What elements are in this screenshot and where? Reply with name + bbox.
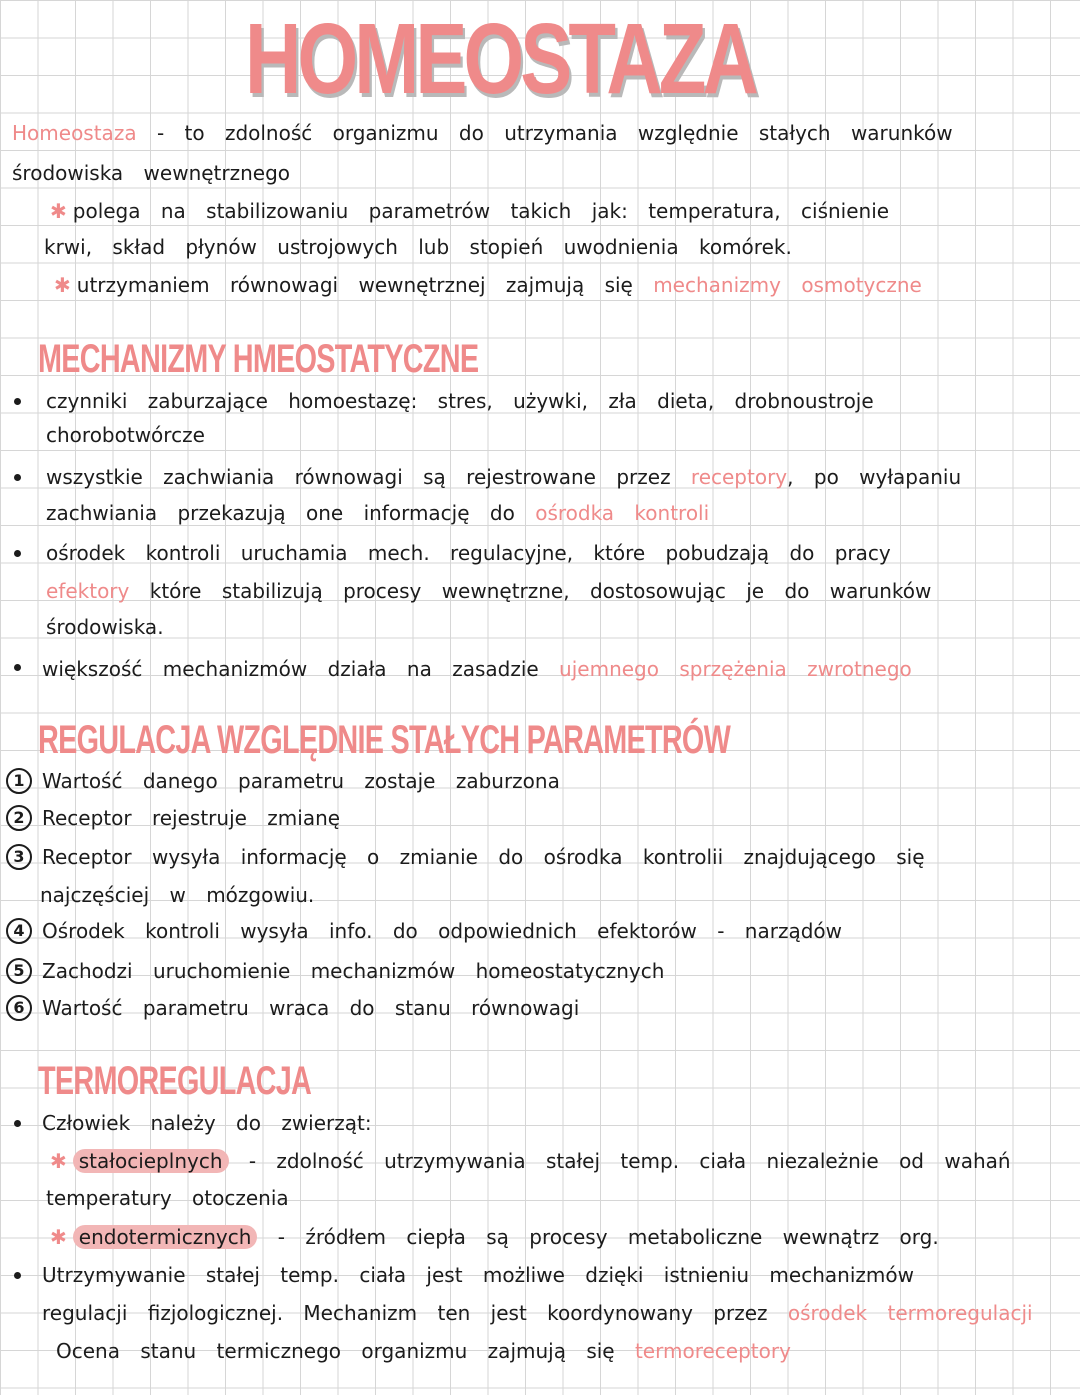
mech-bullet-3-cont-2: środowiska. [46,615,164,639]
asterisk-icon: ✱ [50,1225,67,1249]
bullet-icon [14,664,21,671]
step-4: Ośrodek kontroli wysyła info. do odpowiednich efektorów - narządów [42,919,842,943]
intro-point-1 [50,196,889,226]
mech-bullet-4 [42,654,912,684]
termo-bullet-2-cont-2 [56,1336,791,1366]
step-5: Zachodzi uruchomienie mechanizmów homeostatycznych [42,959,665,983]
mech-bullet-3-cont-text: które stabilizują procesy wewnętrzne, dostosowując je do warunków [149,579,932,603]
step-2: Receptor rejestruje zmianę [42,806,341,830]
termo-bullet-2-cont-text: regulacji fizjologicznej. Mechanizm ten jest koordynowany przez [42,1301,768,1325]
step-number-icon: 3 [6,844,32,870]
mech-bullet-4-highlight: ujemnego sprzężenia zwrotnego [559,657,912,681]
bullet-icon [14,1272,21,1279]
bullet-icon [14,398,21,405]
intro-point-1-cont: krwi, skład płynów ustrojowych lub stopień uwodnienia komórek. [44,235,792,259]
mech-bullet-3: ośrodek kontroli uruchamia mech. regulacyjne, które pobudzają do pracy [46,541,891,565]
mech-bullet-2-cont-text: zachwiania przekazują one informację do [46,501,515,525]
mech-bullet-4-text: większość mechanizmów działa na zasadzie [42,657,539,681]
section-heading-regulacja: REGULACJA WZGLĘDNIE STAŁYCH PARAMETRÓW [38,718,731,762]
intro-def-text: - to zdolność organizmu do utrzymania względnie stałych warunków [156,121,953,145]
termo-bullet-2-highlight: ośrodek termoregulacji [787,1301,1033,1325]
page-title: HOMEOSTAZA [245,3,755,115]
termo-bullet-1: Człowiek należy do zwierząt: [42,1111,372,1135]
asterisk-icon: ✱ [50,199,67,223]
termo-bullet-2-cont [42,1298,1033,1328]
step-3: Receptor wysyła informację o zmianie do ośrodka kontrolii znajdującego się [42,845,925,869]
step-3-cont: najczęściej w mózgowiu. [40,883,315,907]
termo-bullet-2-cont-2-text: Ocena stanu termicznego organizmu zajmują się [56,1339,615,1363]
intro-point-2-highlight: mechanizmy osmotyczne [653,273,922,297]
termo-sub-2-text: - źródłem ciepła są procesy metaboliczne wewnątrz org. [277,1225,939,1249]
intro-definition [12,118,953,148]
step-6: Wartość parametru wraca do stanu równowagi [42,996,580,1020]
step-1: Wartość danego parametru zostaje zaburzona [42,769,560,793]
intro-point-1-text: polega na stabilizowaniu parametrów takich jak: temperatura, ciśnienie [72,199,890,223]
termo-sub-1-highlight: stałocieplnych [73,1149,229,1173]
termo-bullet-2-highlight-2: termoreceptory [634,1339,791,1363]
step-number-icon: 4 [6,918,32,944]
intro-point-2-text: utrzymaniem równowagi wewnętrznej zajmują się [76,273,633,297]
intro-term: Homeostaza [12,121,137,145]
mech-bullet-2-highlight: receptory [690,465,788,489]
step-number-icon: 5 [6,958,32,984]
mech-bullet-3-highlight: efektory [46,579,130,603]
mech-bullet-2-text: wszystkie zachwiania równowagi są rejestrowane przez [46,465,671,489]
termo-sub-1-text: - zdolność utrzymywania stałej temp. ciała niezależnie od wahań [248,1149,1011,1173]
step-number-icon: 1 [6,768,32,794]
intro-point-2 [54,270,922,300]
mech-bullet-2-text-end: , po wyłapaniu [787,465,962,489]
termo-sub-2-highlight: endotermicznych [73,1225,258,1249]
termo-sub-2 [50,1222,939,1252]
mech-bullet-2-cont-highlight: ośrodka kontroli [535,501,710,525]
termo-bullet-2: Utrzymywanie stałej temp. ciała jest możliwe dzięki istnieniu mechanizmów [42,1263,914,1287]
termo-sub-1 [50,1146,1011,1176]
mech-bullet-1-cont: chorobotwórcze [46,423,205,447]
step-number-icon: 2 [6,805,32,831]
termo-sub-1-cont: temperatury otoczenia [46,1186,289,1210]
intro-def-cont: środowiska wewnętrznego [12,161,291,185]
bullet-icon [14,550,21,557]
asterisk-icon: ✱ [54,273,71,297]
step-number-icon: 6 [6,995,32,1021]
mech-bullet-2 [46,462,961,492]
bullet-icon [14,474,21,481]
mech-bullet-3-cont [46,576,931,606]
mech-bullet-1: czynniki zaburzające homoestazę: stres, używki, zła dieta, drobnoustroje [46,389,874,413]
bullet-icon [14,1120,21,1127]
mech-bullet-2-cont [46,498,709,528]
section-heading-termoregulacja: TERMOREGULACJA [38,1059,312,1103]
asterisk-icon: ✱ [50,1149,67,1173]
section-heading-mechanizmy: MECHANIZMY HMEOSTATYCZNE [38,337,479,381]
